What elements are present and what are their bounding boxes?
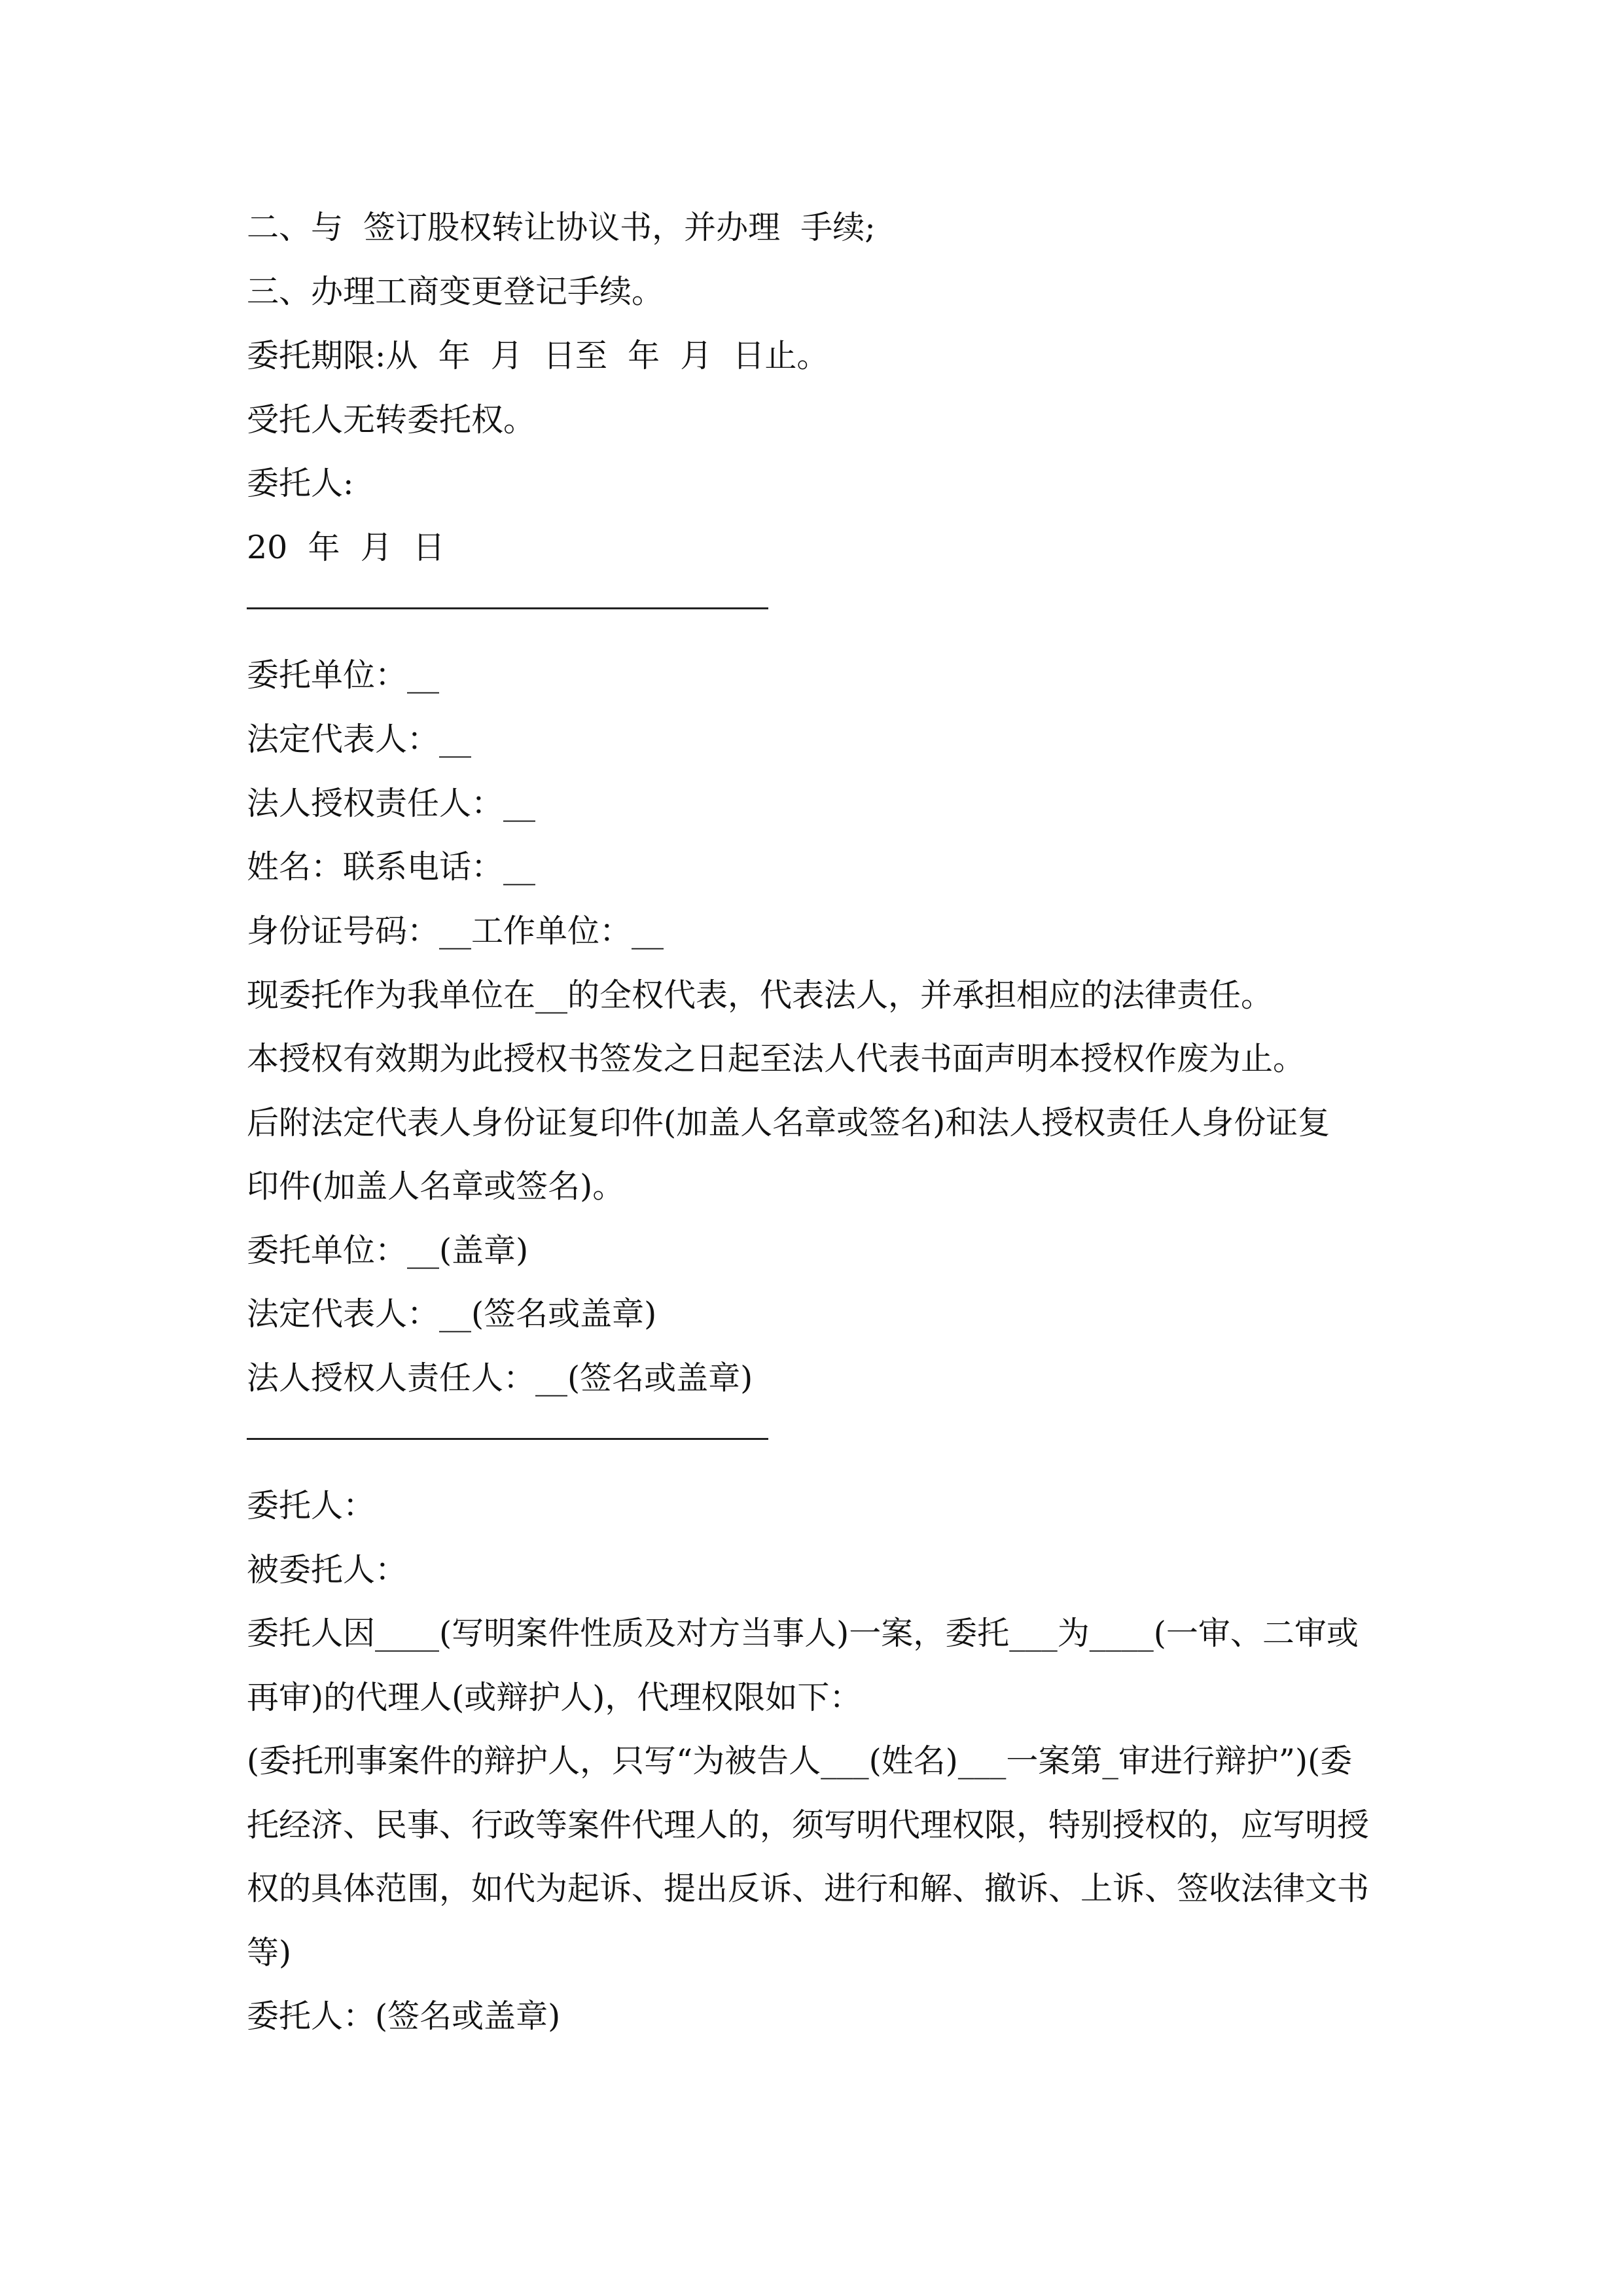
separator-line (247, 1438, 768, 1440)
text-line: 二、与 签订股权转让协议书，并办理 手续; (247, 209, 876, 246)
text-line: 20 年 月 日 (247, 529, 445, 566)
text-line: 委托单位：__(盖章) (247, 1232, 529, 1269)
text-line: 受托人无转委托权。 (247, 401, 536, 439)
text-line: 等) (247, 1934, 292, 1971)
text-line: 印件(加盖人名章或签名)。 (247, 1168, 625, 1205)
text-line: 委托期限:从 年 月 日至 年 月 日止。 (247, 337, 829, 374)
text-line: 现委托作为我单位在__的全权代表，代表法人，并承担相应的法律责任。 (247, 977, 1274, 1014)
text-line: 托经济、民事、行政等案件代理人的，须写明代理权限，特别授权的，应写明授 (247, 1806, 1370, 1844)
text-line: (委托刑事案件的辩护人，只写“为被告人___(姓名)___一案第_审进行辩护”)(委 (247, 1742, 1353, 1780)
text-line: 法定代表人：__ (247, 721, 472, 758)
text-line: 再审)的代理人(或辩护人)，代理权限如下： (247, 1679, 862, 1716)
text-line: 三、办理工商变更登记手续。 (247, 273, 664, 310)
text-line: 本授权有效期为此授权书签发之日起至法人代表书面声明本授权作废为止。 (247, 1040, 1306, 1077)
text-line: 姓名：联系电话：__ (247, 848, 536, 886)
text-line: 后附法定代表人身份证复印件(加盖人名章或签名)和法人授权责任人身份证复 (247, 1104, 1330, 1141)
text-line: 委托人因____(写明案件性质及对方当事人)一案，委托___为____(一审、二审或 (247, 1615, 1359, 1652)
text-line: 被委托人： (247, 1551, 408, 1588)
text-line: 权的具体范围，如代为起诉、提出反诉、进行和解、撤诉、上诉、签收法律文书 (247, 1870, 1370, 1907)
text-line: 委托人: (247, 465, 354, 502)
text-line: 委托人：(签名或盖章) (247, 1998, 561, 2035)
text-line: 身份证号码：__工作单位：__ (247, 912, 664, 950)
text-line: 法定代表人：__(签名或盖章) (247, 1295, 657, 1333)
text-line: 法人授权人责任人：__(签名或盖章) (247, 1359, 753, 1397)
text-line: 委托单位：__ (247, 656, 440, 694)
text-line: 委托人： (247, 1487, 376, 1524)
separator-line (247, 607, 768, 609)
text-line: 法人授权责任人：__ (247, 785, 536, 822)
